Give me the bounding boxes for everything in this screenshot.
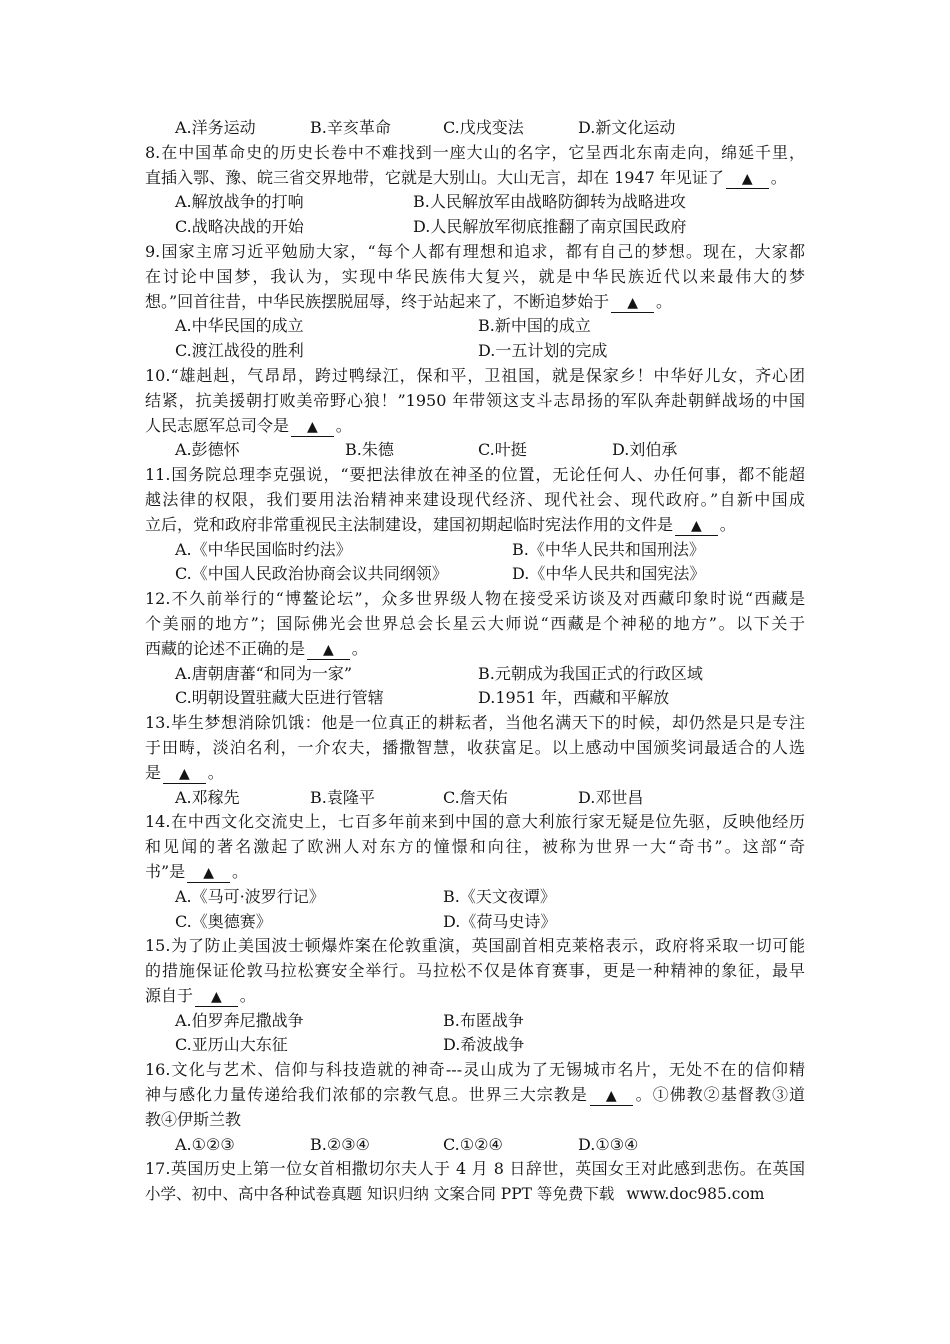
question-8-options-row-1 xyxy=(145,190,805,215)
option-c: C.渡江战役的胜利 xyxy=(175,341,304,361)
option-a: A.邓稼先 xyxy=(175,787,240,807)
question-9-options-row-2 xyxy=(145,339,805,364)
option-d: D.邓世昌 xyxy=(578,787,644,807)
option-a: A.《马可·波罗行记》 xyxy=(175,886,325,906)
question-16-options xyxy=(145,1133,805,1158)
question-11-line-2: 越法律的权限，我们要用法治精神来建设现代经济、现代社会、现代政府。”自新中国成 xyxy=(145,489,805,509)
question-text: 。 xyxy=(351,638,368,658)
question-15 xyxy=(145,934,805,1058)
question-10 xyxy=(145,364,805,463)
question-15-options-row-2 xyxy=(145,1033,805,1058)
question-14-options-row-2 xyxy=(145,910,805,935)
option-d: D.一五计划的完成 xyxy=(478,341,608,361)
option-b: B.袁隆平 xyxy=(310,787,375,807)
question-9-options-row-1 xyxy=(145,314,805,339)
question-15-line-2: 的措施保证伦敦马拉松赛安全举行。马拉松不仅是体育赛事，更是一种精神的象征，最早 xyxy=(145,961,805,981)
question-text: 。 xyxy=(770,167,787,187)
question-text: 。①佛教②基督教③道 xyxy=(634,1085,805,1105)
option-a: A.彭德怀 xyxy=(175,440,240,460)
option-b: B.辛亥革命 xyxy=(310,118,391,137)
answer-blank: ▲ xyxy=(195,989,238,1007)
option-c: C.《奥德赛》 xyxy=(175,911,272,931)
question-text: 想。”回首往昔，中华民族摆脱屈辱，终于站起来了，不断追梦始于 xyxy=(145,291,610,311)
option-d: D.刘伯承 xyxy=(612,440,678,460)
answer-blank: ▲ xyxy=(590,1088,633,1106)
option-c: C.《中国人民政治协商会议共同纲领》 xyxy=(175,564,448,584)
question-14-options-row-1 xyxy=(145,885,805,910)
answer-blank: ▲ xyxy=(611,295,654,313)
option-b: B.朱德 xyxy=(345,440,394,460)
question-17-line-1: 17.英国历史上第一位女首相撒切尔夫人于 4 月 8 日辞世，英国女王对此感到悲伤。在英国 xyxy=(145,1159,805,1179)
option-a: A.①②③ xyxy=(175,1134,235,1154)
question-11 xyxy=(145,463,805,587)
question-16-line-1: 16.文化与艺术、信仰与科技造就的神奇---灵山成为了无锡城市名片，无处不在的信仰精 xyxy=(145,1060,805,1080)
option-b: B.布匿战争 xyxy=(443,1010,524,1030)
page-footer xyxy=(145,1182,764,1207)
question-9-line-1: 9.国家主席习近平勉励大家，“每个人都有理想和追求，都有自己的梦想。现在，大家都 xyxy=(145,241,805,261)
answer-blank: ▲ xyxy=(675,518,718,536)
question-9 xyxy=(145,240,805,364)
option-b: B.《中华人民共和国刑法》 xyxy=(512,539,705,559)
question-17 xyxy=(145,1157,805,1182)
question-8-line-1: 8.在中国革命史的历史长卷中不难找到一座大山的名字，它呈西北东南走向，绵延千里， xyxy=(145,142,805,162)
option-d: D.新文化运动 xyxy=(578,118,676,137)
option-c: C.明朝设置驻藏大臣进行管辖 xyxy=(175,688,384,708)
question-8 xyxy=(145,141,805,240)
option-c: C.①②④ xyxy=(443,1134,503,1154)
question-13-line-1: 13.毕生梦想消除饥饿：他是一位真正的耕耘者，当他名满天下的时候，却仍然是只是专注 xyxy=(145,713,805,733)
option-c: C.戊戌变法 xyxy=(443,118,524,137)
question-12 xyxy=(145,587,805,711)
option-d: D.《中华人民共和国宪法》 xyxy=(512,564,706,584)
option-c: C.詹天佑 xyxy=(443,787,508,807)
question-13 xyxy=(145,711,805,810)
answer-blank: ▲ xyxy=(726,171,769,189)
question-12-line-1: 12.不久前举行的“博鳌论坛”，众多世界级人物在接受采访谈及对西藏印象时说“西藏是 xyxy=(145,589,805,609)
option-c: C.战略决战的开始 xyxy=(175,217,304,237)
question-8-line-2 xyxy=(145,166,805,191)
option-d: D.1951 年，西藏和平解放 xyxy=(478,688,670,708)
option-a: A.洋务运动 xyxy=(175,118,256,137)
question-13-line-3 xyxy=(145,761,805,786)
question-11-options-row-2 xyxy=(145,562,805,587)
option-a: A.解放战争的打响 xyxy=(175,192,304,212)
option-c: C.叶挺 xyxy=(478,440,527,460)
answer-blank: ▲ xyxy=(187,865,230,883)
question-12-options-row-2 xyxy=(145,686,805,711)
question-text: 是 xyxy=(145,762,162,782)
answer-blank: ▲ xyxy=(291,419,334,437)
option-d: D.①③④ xyxy=(578,1134,639,1154)
question-14-line-3 xyxy=(145,860,805,885)
question-8-options-row-2 xyxy=(145,215,805,240)
question-11-line-3 xyxy=(145,513,805,538)
question-16-line-3: 教④伊斯兰教 xyxy=(145,1109,242,1129)
question-text: 人民志愿军总司令是 xyxy=(145,415,290,435)
question-text: 。 xyxy=(231,861,248,881)
question-12-options-row-1 xyxy=(145,662,805,687)
question-14-line-1: 14.在中西文化交流史上，七百多年前来到中国的意大利旅行家无疑是位先驱，反映他经历 xyxy=(145,812,805,832)
question-10-line-3 xyxy=(145,414,805,439)
question-text: 。 xyxy=(239,985,256,1005)
question-14-line-2: 和见闻的著名激起了欧洲人对东方的憧憬和向往，被称为世界一大“奇书”。这部“奇 xyxy=(145,837,805,857)
option-a: A.伯罗奔尼撒战争 xyxy=(175,1010,304,1030)
question-9-line-2: 在讨论中国梦，我认为，实现中华民族伟大复兴，就是中华民族近代以来最伟大的梦 xyxy=(145,266,805,286)
option-b: B.②③④ xyxy=(310,1134,370,1154)
option-d: D.希波战争 xyxy=(443,1035,525,1055)
question-15-options-row-1 xyxy=(145,1009,805,1034)
question-text: 。 xyxy=(655,291,672,311)
question-16-line-2 xyxy=(145,1083,805,1108)
question-7-options xyxy=(145,116,805,141)
footer-text: 小学、初中、高中各种试卷真题 知识归纳 文案合同 PPT 等免费下载 xyxy=(145,1185,615,1203)
question-10-line-1: 10.“雄赳赳，气昂昂，跨过鸭绿江，保和平，卫祖国，就是保家乡！中华好儿女，齐心团 xyxy=(145,365,805,385)
option-a: A.唐朝唐蕃“和同为一家” xyxy=(175,663,353,683)
option-b: B.《天文夜谭》 xyxy=(443,886,556,906)
question-text: 。 xyxy=(335,415,352,435)
answer-blank: ▲ xyxy=(307,642,350,660)
option-a: A.《中华民国临时约法》 xyxy=(175,539,352,559)
question-12-line-3 xyxy=(145,637,805,662)
question-text: 源自于 xyxy=(145,985,194,1005)
question-text: 直插入鄂、豫、皖三省交界地带，它就是大别山。大山无言，却在 1947 年见证了 xyxy=(145,167,724,187)
question-12-line-2: 个美丽的地方”；国际佛光会世界总会长星云大师说“西藏是个神秘的地方”。以下关于 xyxy=(145,613,805,633)
option-b: B.人民解放军由战略防御转为战略进攻 xyxy=(413,192,686,212)
question-10-options xyxy=(145,438,805,463)
question-10-line-2: 结紧，抗美援朝打败美帝野心狼！”1950 年带领这支斗志昂扬的军队奔赴朝鲜战场的中国 xyxy=(145,390,805,410)
question-text: 。 xyxy=(719,514,736,534)
exam-content xyxy=(145,116,805,1182)
answer-blank: ▲ xyxy=(163,766,206,784)
question-14 xyxy=(145,810,805,934)
question-15-line-1: 15.为了防止美国波士顿爆炸案在伦敦重演，英国副首相克莱格表示，政府将采取一切可能 xyxy=(145,936,805,956)
footer-url: www.doc985.com xyxy=(626,1185,765,1203)
question-11-line-1: 11.国务院总理李克强说，“要把法律放在神圣的位置，无论任何人、办任何事，都不能超 xyxy=(145,465,805,485)
question-16 xyxy=(145,1058,805,1157)
option-c: C.亚历山大东征 xyxy=(175,1035,288,1055)
option-d: D.《荷马史诗》 xyxy=(443,911,557,931)
question-text: 。 xyxy=(207,762,224,782)
question-15-line-3 xyxy=(145,984,805,1009)
question-13-options xyxy=(145,786,805,811)
option-a: A.中华民国的成立 xyxy=(175,316,304,336)
question-text: 神与感化力量传递给我们浓郁的宗教气息。世界三大宗教是 xyxy=(145,1085,588,1105)
question-9-line-3 xyxy=(145,290,805,315)
question-text: 西藏的论述不正确的是 xyxy=(145,638,306,658)
option-b: B.新中国的成立 xyxy=(478,316,591,336)
question-13-line-2: 于田畴，淡泊名利，一介农夫，播撒智慧，收获富足。以上感动中国颁奖词最适合的人选 xyxy=(145,737,805,757)
question-text: 立后，党和政府非常重视民主法制建设，建国初期起临时宪法作用的文件是 xyxy=(145,514,674,534)
option-d: D.人民解放军彻底推翻了南京国民政府 xyxy=(413,217,687,237)
option-b: B.元朝成为我国正式的行政区域 xyxy=(478,663,703,683)
question-11-options-row-1 xyxy=(145,538,805,563)
question-text: 书”是 xyxy=(145,861,186,881)
